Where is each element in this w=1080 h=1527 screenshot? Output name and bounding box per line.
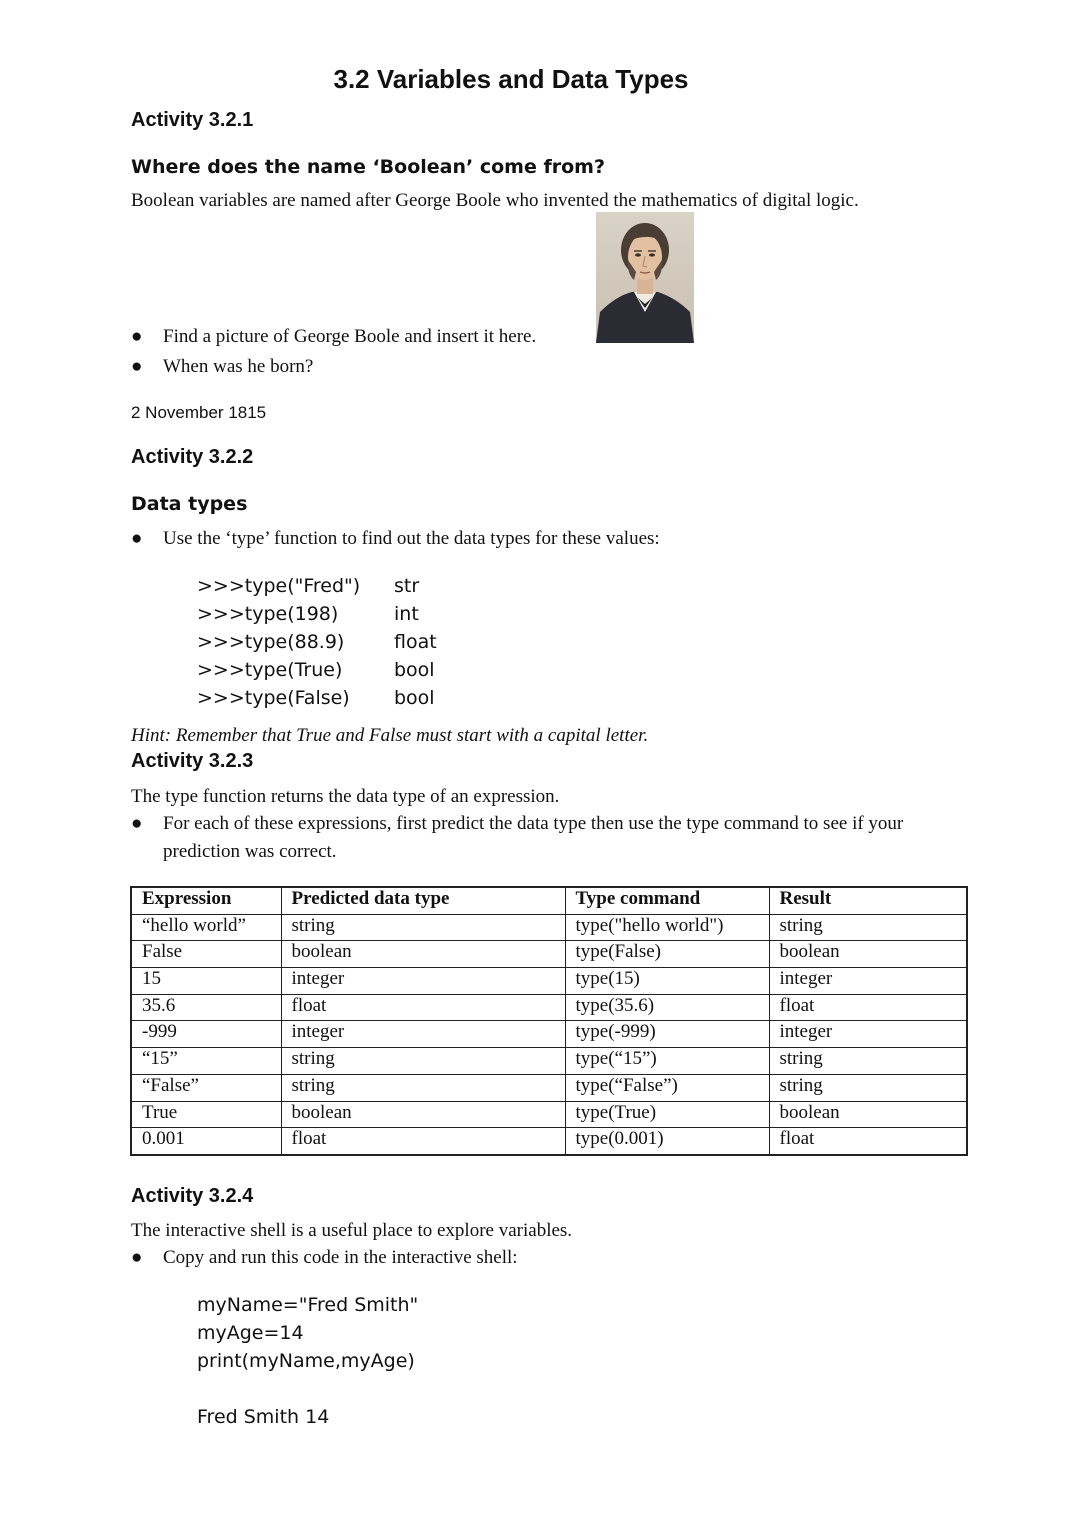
table-cell: 15 (131, 968, 281, 995)
table-cell: integer (281, 968, 565, 995)
table-cell: string (281, 914, 565, 941)
data-types-table (130, 886, 968, 1156)
bullet-icon: ● (131, 1247, 143, 1268)
table-cell: type(“False”) (565, 1074, 769, 1101)
table-row (131, 1074, 967, 1101)
table-cell: boolean (281, 1101, 565, 1128)
code-result: str (394, 575, 420, 597)
code-line: >>>type(False) (197, 687, 350, 709)
table-cell: float (281, 994, 565, 1021)
table-cell: type(False) (565, 941, 769, 968)
table-cell: type(-999) (565, 1021, 769, 1048)
code-result: bool (394, 687, 435, 709)
table-cell: boolean (281, 941, 565, 968)
activity-heading: Activity 3.2.4 (131, 1185, 254, 1207)
paragraph: Boolean variables are named after George Boole who invented the mathematics of digital logic. (131, 190, 859, 211)
table-row (131, 914, 967, 941)
column-header: Predicted data type (281, 887, 565, 914)
table-cell: “False” (131, 1074, 281, 1101)
list-item: ● Find a picture of George Boole and insert it here. (131, 326, 537, 347)
table-cell: type(True) (565, 1101, 769, 1128)
table-row (131, 1101, 967, 1128)
table-cell: integer (281, 1021, 565, 1048)
table-cell: -999 (131, 1021, 281, 1048)
page-title: 3.2 Variables and Data Types (333, 64, 689, 94)
column-header: Result (769, 887, 967, 914)
bullet-icon: ● (131, 813, 143, 834)
table-cell: False (131, 941, 281, 968)
table-cell: string (769, 1048, 967, 1075)
hint-text: Hint: Remember that True and False must start with a capital letter. (131, 725, 649, 746)
table-cell: boolean (769, 1101, 967, 1128)
code-line: print(myName,myAge) (197, 1350, 415, 1372)
paragraph: The type function returns the data type of an expression. (131, 786, 560, 807)
table-row (131, 1048, 967, 1075)
code-line: >>>type(True) (197, 659, 343, 681)
table-cell: boolean (769, 941, 967, 968)
table-row (131, 994, 967, 1021)
paragraph: The interactive shell is a useful place to explore variables. (131, 1220, 573, 1241)
table-cell: type(0.001) (565, 1128, 769, 1155)
question-heading: Where does the name ‘Boolean’ come from? (131, 156, 605, 178)
code-results (394, 572, 437, 712)
table-row (131, 1128, 967, 1155)
code-block (197, 1291, 418, 1375)
activity-heading: Activity 3.2.2 (131, 446, 254, 468)
table-cell: type("hello world") (565, 914, 769, 941)
list-item: ● For each of these expressions, first predict the data type then use the type command to see if your (131, 813, 904, 834)
table-cell: float (769, 994, 967, 1021)
code-result: int (394, 603, 419, 625)
list-item-continuation: prediction was correct. (163, 841, 337, 862)
list-item: ● When was he born? (131, 356, 314, 377)
column-header: Type command (565, 887, 769, 914)
table-cell: float (281, 1128, 565, 1155)
table-cell: integer (769, 1021, 967, 1048)
code-line: myAge=14 (197, 1322, 304, 1344)
code-result: float (394, 631, 437, 653)
table-cell: float (769, 1128, 967, 1155)
table-cell: type(15) (565, 968, 769, 995)
code-result: bool (394, 659, 435, 681)
code-line: myName="Fred Smith" (197, 1294, 419, 1316)
table-cell: string (769, 1074, 967, 1101)
table-cell: type(35.6) (565, 994, 769, 1021)
code-line: >>>type(198) (197, 603, 339, 625)
bullet-icon: ● (131, 528, 143, 549)
george-boole-portrait (596, 212, 694, 343)
list-item: ● Copy and run this code in the interactive shell: (131, 1247, 518, 1268)
code-block (197, 572, 360, 712)
table-row (131, 1021, 967, 1048)
table-cell: “15” (131, 1048, 281, 1075)
table-cell: string (769, 914, 967, 941)
code-output: Fred Smith 14 (197, 1406, 330, 1428)
table-row (131, 941, 967, 968)
table-cell: string (281, 1074, 565, 1101)
table-row (131, 968, 967, 995)
code-line: >>>type(88.9) (197, 631, 345, 653)
table-cell: string (281, 1048, 565, 1075)
table-cell: 35.6 (131, 994, 281, 1021)
answer-text: 2 November 1815 (131, 403, 267, 422)
code-line: >>>type("Fred") (197, 575, 361, 597)
activity-heading: Activity 3.2.1 (131, 109, 254, 131)
table-cell: type(“15”) (565, 1048, 769, 1075)
subheading: Data types (131, 493, 248, 515)
column-header: Expression (131, 887, 281, 914)
list-item: ● Use the ‘type’ function to find out the data types for these values: (131, 528, 660, 549)
activity-heading: Activity 3.2.3 (131, 750, 254, 772)
table-cell: True (131, 1101, 281, 1128)
table-cell: “hello world” (131, 914, 281, 941)
table-header-row (131, 887, 967, 914)
bullet-icon: ● (131, 356, 143, 377)
bullet-icon: ● (131, 326, 143, 347)
table-cell: 0.001 (131, 1128, 281, 1155)
table-cell: integer (769, 968, 967, 995)
